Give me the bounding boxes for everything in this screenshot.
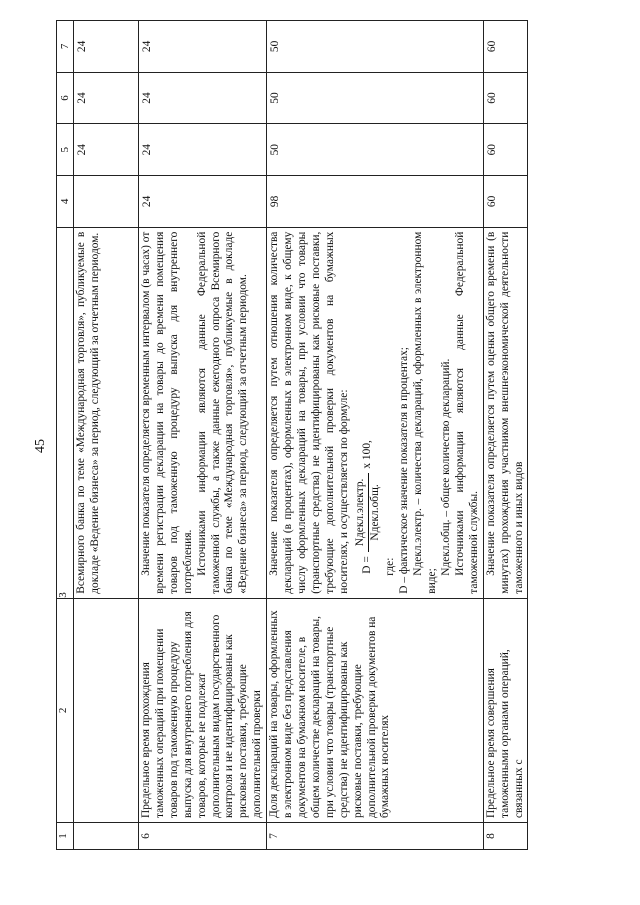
cell-num: 8 xyxy=(483,823,528,850)
cell-method: Всемирного банка по теме «Международная торговля», публикуемые в докладе «Ведение бизнеса» за период, следующий за отчетным периодом. xyxy=(74,227,139,598)
formula-fraction xyxy=(354,473,383,553)
header-col-7: 7 xyxy=(57,21,74,73)
cell-value-5: 60 xyxy=(483,124,528,176)
cell-value-6: 60 xyxy=(483,72,528,124)
cell-num: 7 xyxy=(267,823,484,850)
cell-value-5: 24 xyxy=(74,124,139,176)
cell-value-4: 60 xyxy=(483,176,528,228)
table-row-6 xyxy=(139,21,267,850)
page-number: 45 xyxy=(33,439,48,453)
formula xyxy=(354,232,383,574)
formula-lhs: D = xyxy=(361,556,374,574)
cell-value-6: 24 xyxy=(74,72,139,124)
formula-def-d: D – фактическое значение показателя в процентах; xyxy=(398,347,411,594)
cell-method xyxy=(139,227,267,598)
cell-num xyxy=(74,823,139,850)
table-row-continuation xyxy=(74,21,139,850)
formula-denominator: Nдекл.общ. xyxy=(368,484,381,541)
formula-def-electronic: Nдекл.электр. – количества деклараций, оформленных в электронном виде; xyxy=(412,231,439,594)
method-source: Источниками информации являются данные Федеральной таможенной службы. xyxy=(453,231,480,594)
formula-multiplier: x 100, xyxy=(361,440,374,469)
header-col-3: 3 xyxy=(57,227,74,598)
cell-num: 6 xyxy=(139,823,267,850)
table-row-8 xyxy=(483,21,528,850)
cell-method xyxy=(267,227,484,598)
formula-numerator: Nдекл.электр. xyxy=(354,473,369,553)
header-col-1: 1 xyxy=(57,823,74,850)
method-source: Источниками информации являются данные Федеральной таможенной службы, а также данные ежегодного опроса Всемирного банка по теме «Международная торговля», публикуемые в докладе «Ведение бизнеса» за период, следующий за отчетным периодом. xyxy=(195,231,250,594)
header-col-4: 4 xyxy=(57,176,74,228)
cell-value-7: 50 xyxy=(267,21,484,73)
cell-value-4 xyxy=(74,176,139,228)
formula-def-total: Nдекл.общ. – общее количество деклараций. xyxy=(440,358,453,576)
cell-value-5: 24 xyxy=(139,124,267,176)
cell-value-6: 24 xyxy=(139,72,267,124)
cell-value-7: 60 xyxy=(483,21,528,73)
cell-value-7: 24 xyxy=(74,21,139,73)
formula-where: где: xyxy=(384,557,397,576)
rotated-table-page xyxy=(56,20,586,850)
indicators-table xyxy=(56,20,528,850)
method-paragraph: Значение показателя определяется путем отношения количества деклараций (в процентах), оформленных в электронном виде, к общему числу оформленных деклараций на товары, при условии что товары (транспортные средства) не идентифицированы как рисковые поставки, требующие дополнительной проверки документов на бумажных носителях, и осуществляется по формуле: xyxy=(268,231,350,594)
cell-value-4: 24 xyxy=(139,176,267,228)
cell-value-5: 50 xyxy=(267,124,484,176)
cell-method: Значение показателя определяется путем оценки общего времени (в минутах) прохождения участником внешнеэкономической деятельности таможенного и иных видов xyxy=(483,227,528,598)
cell-indicator xyxy=(74,598,139,822)
header-col-5: 5 xyxy=(57,124,74,176)
header-row xyxy=(57,21,74,850)
cell-value-7: 24 xyxy=(139,21,267,73)
cell-value-6: 50 xyxy=(267,72,484,124)
cell-indicator: Доля деклараций на товары, оформленных в электронном виде без представления документов на бумажном носителе, в общем количестве деклараций на товары, при условии что товары (транспортные средства) не идентифицированы как рисковые поставки, требующие дополнительной проверки документов на бумажных носителях xyxy=(267,598,484,822)
cell-indicator: Предельное время совершения таможенными органами операций, связанных с xyxy=(483,598,528,822)
header-col-6: 6 xyxy=(57,72,74,124)
table-row-7 xyxy=(267,21,484,850)
cell-value-4: 98 xyxy=(267,176,484,228)
method-paragraph: Значение показателя определяется временным интервалом (в часах) от времени регистрации декларации на товары до времени помещения товаров под таможенную процедуру выпуска для внутреннего потребления. xyxy=(140,231,194,594)
cell-indicator: Предельное время прохождения таможенных операций при помещении товаров под таможенную процедуру выпуска для внутреннего потребления для товаров, которые не подлежат дополнительным видам государственного контроля и не идентифицированы как рисковые поставки, требующие дополнительной проверки xyxy=(139,598,267,822)
header-col-2: 2 xyxy=(57,598,74,822)
